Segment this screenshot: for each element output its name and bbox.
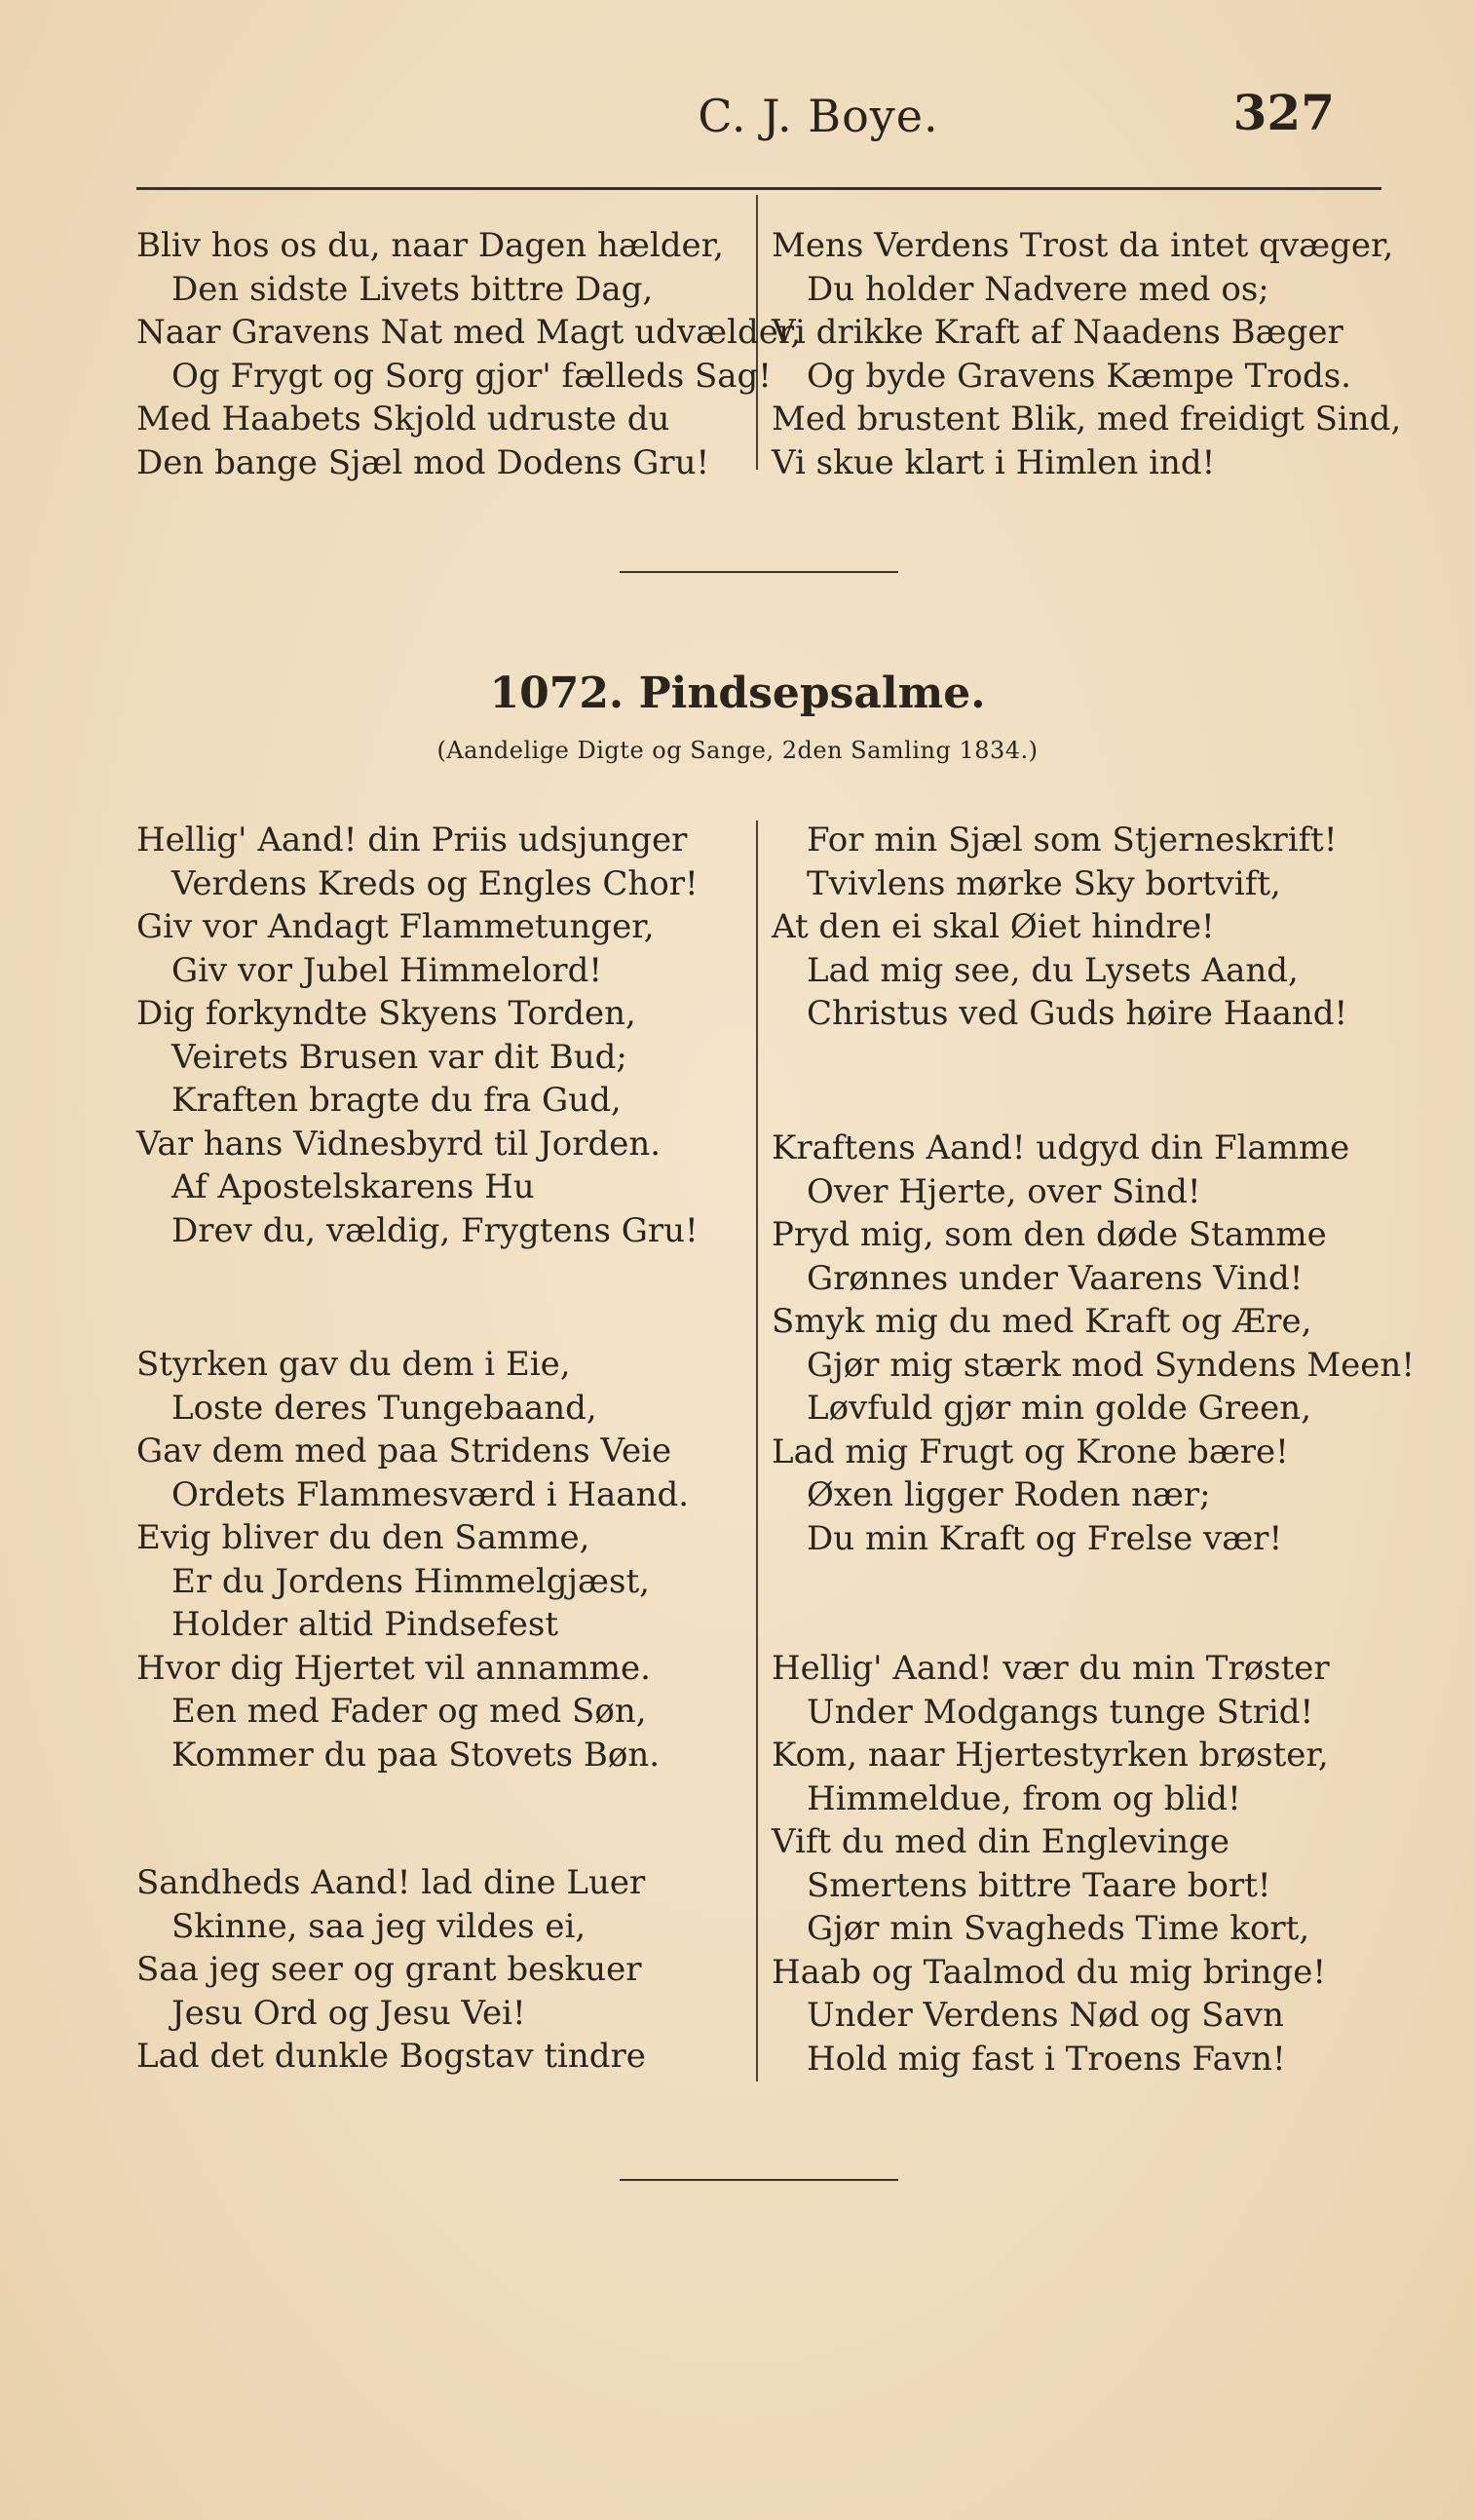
end-separator-rule xyxy=(620,2179,898,2181)
verse-line: Sandheds Aand! lad dine Luer xyxy=(136,1863,646,1902)
verse-line: Smyk mig du med Kraft og Ære, xyxy=(772,1302,1312,1341)
verse-line: Smertens bittre Taare bort! xyxy=(807,1865,1271,1905)
verse-line: Løvfuld gjør min golde Green, xyxy=(807,1389,1312,1428)
verse-line: Dig forkyndte Skyens Torden, xyxy=(136,994,636,1033)
verse-line: Gav dem med paa Stridens Veie xyxy=(136,1432,672,1470)
header-rule xyxy=(136,187,1381,190)
verse-line: Over Hjerte, over Sind! xyxy=(807,1171,1201,1211)
verse-line: Verdens Kreds og Engles Chor! xyxy=(171,863,699,903)
verse-line: Holder altid Pindsefest xyxy=(171,1605,558,1644)
verse-line: Vi skue klart i Himlen ind! xyxy=(772,442,1216,482)
verse-line: Øxen ligger Roden nær; xyxy=(807,1475,1211,1514)
prev-hymn-right-stanza xyxy=(772,224,1401,484)
verse-line: Den sidste Livets bittre Dag, xyxy=(171,269,654,309)
verse-line: Tvivlens mørke Sky bortvift, xyxy=(807,863,1281,903)
verse-line: Saa jeg seer og grant beskuer xyxy=(136,1950,642,1989)
verse-line: Hellig' Aand! vær du min Trøster xyxy=(772,1649,1330,1688)
verse-line: Ordets Flammesværd i Haand. xyxy=(171,1474,690,1514)
verse-line: Kom, naar Hjertestyrken brøster, xyxy=(772,1736,1329,1775)
verse-line: Lad mig see, du Lysets Aand, xyxy=(807,950,1299,990)
verse-line: Var hans Vidnesbyrd til Jorden. xyxy=(136,1124,662,1164)
verse-line: Lad mig Frugt og Krone bære! xyxy=(772,1432,1289,1471)
verse-line: Af Apostelskarens Hu xyxy=(171,1167,535,1206)
verse-line: Naar Gravens Nat med Magt udvælder, xyxy=(136,313,802,352)
verse-line: Hold mig fast i Troens Favn! xyxy=(807,2039,1286,2079)
verse-line: Haab og Taalmod du mig bringe! xyxy=(772,1952,1327,1992)
stanza-1 xyxy=(136,819,699,1252)
verse-line: Kraften bragte du fra Gud, xyxy=(171,1081,622,1120)
verse-line: Grønnes under Vaarens Vind! xyxy=(807,1258,1304,1298)
verse-line: Himmeldue, from og blid! xyxy=(807,1778,1241,1818)
stanza-3 xyxy=(136,1861,646,2079)
hymn-separator-rule xyxy=(620,571,898,573)
stanza-5 xyxy=(772,1647,1330,2081)
verse-line: Jesu Ord og Jesu Vei! xyxy=(171,1993,526,2033)
verse-line: Vi drikke Kraft af Naadens Bæger xyxy=(772,313,1343,352)
page-number: 327 xyxy=(1232,84,1335,141)
verse-line: Pryd mig, som den døde Stamme xyxy=(772,1215,1327,1254)
verse-line: Gjør min Svagheds Time kort, xyxy=(807,1909,1310,1948)
stanza-3-continued xyxy=(772,819,1347,1036)
running-head xyxy=(136,84,1335,158)
verse-line: Med brustent Blik, med freidigt Sind, xyxy=(772,400,1402,439)
hymn-title: 1072. Pindsepsalme. xyxy=(489,668,986,718)
hymn-source-note: (Aandelige Digte og Sange, 2den Samling 1834.) xyxy=(436,737,1039,764)
verse-line: Styrken gav du dem i Eie, xyxy=(136,1345,571,1384)
verse-line: Du min Kraft og Frelse vær! xyxy=(807,1518,1283,1558)
verse-line: Bliv hos os du, naar Dagen hælder, xyxy=(136,226,724,265)
stanza-2 xyxy=(136,1343,689,1776)
verse-line: Giv vor Jubel Himmelord! xyxy=(171,950,603,990)
verse-line: Giv vor Andagt Flammetunger, xyxy=(136,907,655,946)
verse-line: Med Haabets Skjold udruste du xyxy=(136,400,670,439)
verse-line: Kraftens Aand! udgyd din Flamme xyxy=(772,1128,1350,1167)
column-divider-main xyxy=(756,821,758,2081)
running-head-author: C. J. Boye. xyxy=(698,90,939,142)
verse-line: Kommer du paa Stovets Bøn. xyxy=(171,1735,661,1775)
verse-line: Du holder Nadvere med os; xyxy=(807,269,1269,309)
verse-line: Og Frygt og Sorg gjor' fælleds Sag! xyxy=(171,356,772,396)
verse-line: Hvor dig Hjertet vil annamme. xyxy=(136,1648,651,1688)
verse-line: Christus ved Guds høire Haand! xyxy=(807,994,1348,1033)
verse-line: Hellig' Aand! din Priis udsjunger xyxy=(136,821,688,859)
verse-line: Mens Verdens Trost da intet qvæger, xyxy=(772,226,1394,265)
verse-line: Under Verdens Nød og Savn xyxy=(807,1996,1284,2035)
verse-line: Veirets Brusen var dit Bud; xyxy=(171,1037,627,1077)
verse-line: Vift du med din Englevinge xyxy=(772,1822,1229,1861)
verse-line: Skinne, saa jeg vildes ei, xyxy=(171,1906,586,1946)
verse-line: At den ei skal Øiet hindre! xyxy=(772,907,1215,946)
verse-line: Gjør mig stærk mod Syndens Meen! xyxy=(807,1345,1415,1385)
verse-line: Een med Fader og med Søn, xyxy=(171,1692,647,1731)
verse-line: Og byde Gravens Kæmpe Trods. xyxy=(807,356,1351,396)
verse-line: Loste deres Tungebaand, xyxy=(171,1388,597,1428)
stanza-4 xyxy=(772,1126,1415,1560)
verse-line: Under Modgangs tunge Strid! xyxy=(807,1692,1314,1732)
verse-line: Er du Jordens Himmelgjæst, xyxy=(171,1561,650,1601)
prev-hymn-left-stanza xyxy=(136,224,801,484)
verse-line: Den bange Sjæl mod Dodens Gru! xyxy=(136,442,710,482)
verse-line: Drev du, vældig, Frygtens Gru! xyxy=(171,1210,699,1250)
verse-line: Evig bliver du den Samme, xyxy=(136,1518,590,1557)
verse-line: For min Sjæl som Stjerneskrift! xyxy=(807,821,1338,859)
verse-line: Lad det dunkle Bogstav tindre xyxy=(136,2037,646,2076)
